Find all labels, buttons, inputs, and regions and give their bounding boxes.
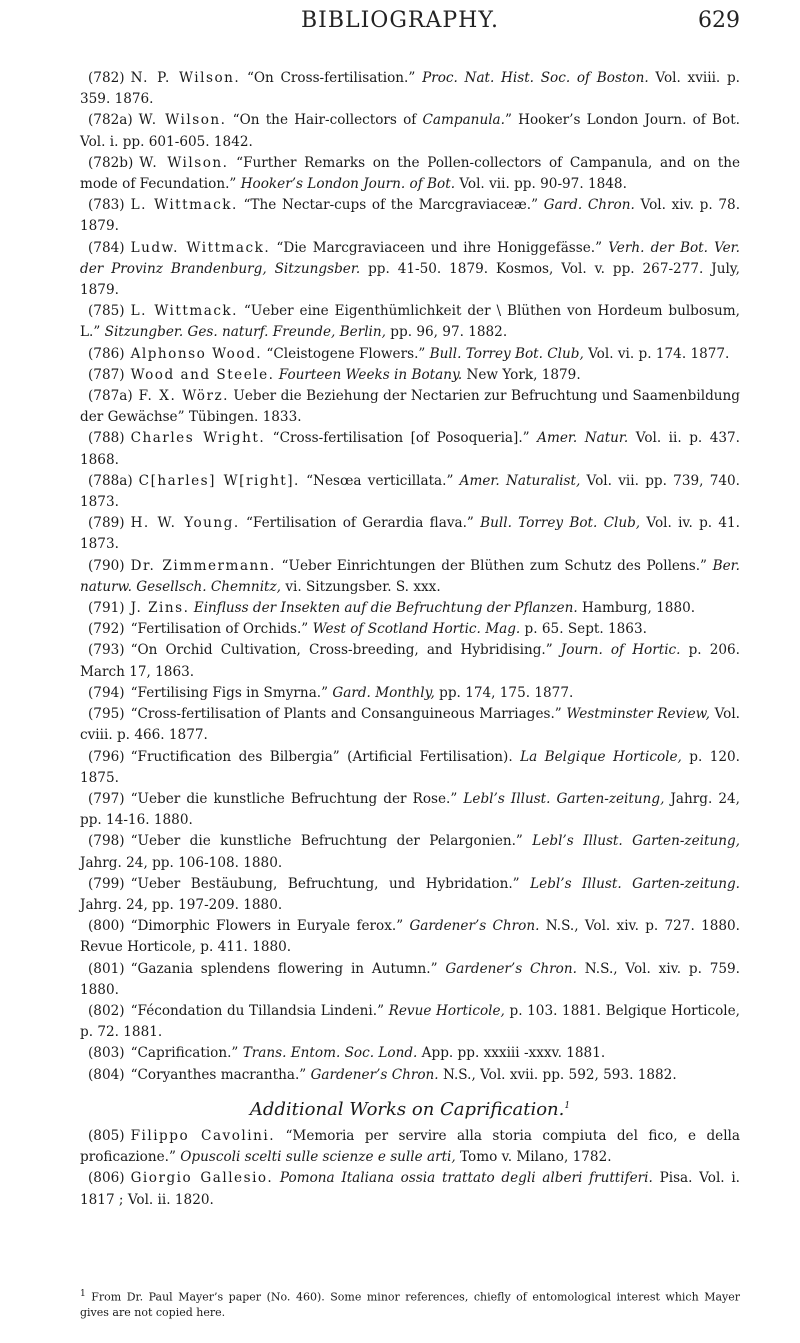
entry-title: “Fertilising Figs in Smyrna.”	[130, 684, 333, 701]
bibliography-entries	[80, 68, 740, 1211]
entry-number: (787)	[88, 366, 125, 383]
entry-source: Trans. Entom. Soc. Lond.	[242, 1045, 418, 1062]
entry-number: (801)	[88, 960, 125, 977]
bibliography-entry	[80, 683, 740, 704]
entry-title: “On Orchid Cultivation, Cross-breeding, and Hybridising.”	[130, 642, 561, 659]
entry-source: Lebl’s Illust. Garten-zeitung,	[463, 790, 665, 807]
additional-entry-list	[80, 1126, 740, 1211]
entry-title: “Memoria per servire alla storia compiuta del fico, e della proficazione.”	[80, 1127, 741, 1166]
entry-source: Fourteen Weeks in Botany.	[278, 366, 463, 383]
bibliography-entry	[80, 704, 740, 746]
entry-details: Vol. vi. p. 174. 1877.	[583, 345, 730, 362]
entry-number: (794)	[88, 684, 125, 701]
bibliography-entry	[80, 619, 740, 640]
entry-details: App. pp. xxxiii -xxxv. 1881.	[417, 1045, 606, 1062]
entry-source: Opuscoli scelti sulle scienze e sulle arti,	[180, 1149, 456, 1166]
entry-author: L. Wittmack.	[130, 303, 238, 320]
entry-title: “Ueber eine Eigenthümlichkeit der \ Blüthen von Hordeum bulbosum, L.”	[80, 303, 740, 341]
entry-author: Ludw. Wittmack.	[130, 239, 271, 256]
bibliography-entry	[80, 874, 740, 916]
entry-details: pp. 174, 175. 1877.	[434, 684, 574, 701]
entry-details: Vol. vii. pp. 739, 740. 1873.	[80, 472, 740, 511]
entry-details: Vol. xviii. p. 359. 1876.	[80, 70, 740, 108]
entry-number: (806)	[88, 1170, 125, 1187]
entry-source: Sitzungber. Ges. naturf. Freunde, Berlin,	[104, 324, 386, 341]
entry-details: vi. Sitzungsber. S. xxx.	[281, 578, 441, 595]
entry-title: “Fertilisation of Gerardia flava.”	[239, 515, 481, 532]
bibliography-entry	[80, 68, 740, 110]
entry-details: N.S., Vol. xvii. pp. 592, 593. 1882.	[438, 1066, 677, 1083]
entry-number: (791)	[88, 600, 125, 617]
entry-title: “On the Hair-collectors of	[226, 112, 423, 129]
entry-source: Verh. der Bot. Ver. der Provinz Brandenburg, Sitzungsber.	[80, 239, 741, 277]
entry-number: (795)	[88, 706, 125, 723]
entry-number: (782)	[88, 70, 125, 86]
footnote-marker: 1	[564, 1100, 571, 1111]
entry-number: (782a)	[88, 112, 133, 129]
entry-number: (792)	[88, 621, 125, 638]
entry-details: p. 65. Sept. 1863.	[520, 621, 647, 638]
entry-source: Gard. Monthly,	[332, 684, 435, 701]
entry-title: “Dimorphic Flowers in Euryale ferox.”	[130, 918, 410, 935]
entry-details: Vol. cviii. p. 466. 1877.	[80, 706, 741, 744]
entry-source: Revue Horticole,	[388, 1002, 505, 1019]
entry-title: “The Nectar-cups of the Marcgraviaceæ.”	[237, 197, 544, 214]
footnote-number: 1	[80, 1289, 86, 1299]
entry-number: (793)	[88, 642, 125, 659]
entry-author: H. W. Young.	[130, 515, 240, 532]
entry-source: Westminster Review,	[566, 706, 710, 723]
entry-source: Einfluss der Insekten auf die Befruchtung der Pflanzen.	[193, 600, 578, 617]
entry-number: (785)	[88, 303, 125, 320]
entry-author: Giorgio Gallesio.	[130, 1170, 274, 1187]
entry-title: “Cleistogene Flowers.”	[262, 345, 430, 362]
entry-title: “On Cross-fertilisation.”	[240, 70, 423, 86]
bibliography-entry	[80, 513, 740, 555]
entry-number: (786)	[88, 345, 125, 362]
bibliography-entry	[80, 471, 740, 513]
entry-number: (805)	[88, 1127, 125, 1144]
entry-number: (789)	[88, 515, 125, 532]
entry-source: Pomona Italiana ossia trattato degli alberi fruttiferi.	[279, 1170, 653, 1187]
entry-number: (800)	[88, 918, 125, 935]
entry-details: Pisa. Vol. i. 1817 ; Vol. ii. 1820.	[80, 1170, 740, 1208]
entry-details: pp. 96, 97. 1882.	[385, 324, 508, 341]
entry-title: “Nesœa verticillata.”	[299, 472, 460, 489]
page-title: BIBLIOGRAPHY.	[300, 8, 500, 33]
entry-number: (796)	[88, 748, 125, 765]
entry-details: Vol. vii. pp. 90-97. 1848.	[455, 176, 627, 193]
entry-details: ” Hooker’s London Journ. of Bot. Vol. i. pp. 601-605. 1842.	[80, 112, 740, 150]
entry-source: Amer. Natur.	[537, 430, 629, 447]
entry-title: Ueber die Beziehung der Nectarien zur Befruchtung und Saamenbildung der Gewächse” Tübingen. 1833.	[80, 388, 740, 426]
entry-details: Jahrg. 24, pp. 106-108. 1880.	[80, 854, 283, 871]
entry-title: “Ueber Einrichtungen der Blüthen zum Schutz des Pollens.”	[275, 557, 713, 574]
entry-source: Proc. Nat. Hist. Soc. of Boston.	[422, 70, 649, 86]
bibliography-entry	[80, 831, 740, 873]
footnote	[80, 1287, 740, 1320]
entry-details: pp. 41-50. 1879. Kosmos, Vol. v. pp. 267-277. July, 1879.	[80, 260, 740, 299]
entry-number: (797)	[88, 790, 125, 807]
entry-author: W. Wilson.	[138, 112, 227, 129]
running-head	[60, 8, 740, 38]
entry-source: Bull. Torrey Bot. Club,	[429, 345, 584, 362]
entry-source: Campanula.	[422, 112, 505, 129]
entry-details: Jahrg. 24, pp. 197-209. 1880.	[80, 896, 283, 913]
bibliography-entry	[80, 1043, 740, 1064]
entry-details: Hamburg, 1880.	[577, 600, 696, 617]
entry-author: L. Wittmack.	[130, 197, 238, 214]
entry-author: Dr. Zimmermann.	[130, 557, 276, 574]
entry-title: “Ueber die kunstliche Befruchtung der Pelargonien.”	[130, 833, 533, 850]
section-heading	[80, 1096, 740, 1120]
entry-source: Journ. of Hortic.	[560, 642, 681, 659]
entry-author: Alphonso Wood.	[130, 345, 263, 362]
entry-number: (783)	[88, 197, 125, 214]
entry-number: (802)	[88, 1002, 125, 1019]
entry-title: “Ueber Bestäubung, Befruchtung, und Hybridation.”	[130, 875, 531, 892]
bibliography-entry	[80, 153, 740, 195]
entry-title: “Caprification.”	[130, 1045, 243, 1062]
entry-source: West of Scotland Hortic. Mag.	[312, 621, 521, 638]
entry-source: Hooker’s London Journ. of Bot.	[240, 176, 456, 193]
entry-title: “Ueber die kunstliche Befruchtung der Rose.”	[130, 790, 464, 807]
entry-title: “Cross-fertilisation of Plants and Consanguineous Marriages.”	[130, 706, 567, 723]
entry-title: “Gazania splendens flowering in Autumn.”	[130, 960, 446, 977]
entry-details: N.S., Vol. xiv. p. 759. 1880.	[80, 960, 740, 998]
entry-source: Amer. Naturalist,	[459, 472, 581, 489]
entry-number: (784)	[88, 239, 125, 256]
bibliography-entry	[80, 365, 740, 386]
bibliography-entry	[80, 1001, 740, 1043]
entry-details: Vol. xiv. p. 78. 1879.	[80, 197, 741, 235]
entry-list	[80, 68, 740, 1086]
bibliography-entry	[80, 344, 740, 365]
entry-details: p. 103. 1881. Belgique Horticole, p. 72. 1881.	[80, 1002, 740, 1041]
entry-source: Ber. naturw. Gesellsch. Chemnitz,	[80, 557, 740, 595]
entry-source: Bull. Torrey Bot. Club,	[480, 515, 641, 532]
bibliography-entry	[80, 1168, 740, 1210]
bibliography-entry	[80, 1126, 740, 1168]
entry-title: “Die Marcgraviaceen und ihre Honiggefässe.”	[270, 239, 609, 256]
entry-details: p. 206. March 17, 1863.	[80, 642, 740, 680]
bibliography-entry	[80, 959, 740, 1001]
entry-title: “Further Remarks on the Pollen-collectors of Campanula, and on the mode of Fecundation.”	[80, 154, 740, 193]
bibliography-entry	[80, 238, 740, 302]
entry-number: (804)	[88, 1066, 125, 1083]
entry-title: “Coryanthes macrantha.”	[130, 1066, 311, 1083]
entry-details: N.S., Vol. xiv. p. 727. 1880. Revue Horticole, p. 411. 1880.	[80, 918, 740, 956]
section-title: Additional Works on Caprification.	[249, 1098, 565, 1120]
entry-number: (790)	[88, 557, 125, 574]
bibliography-entry	[80, 747, 740, 789]
bibliography-entry	[80, 598, 740, 619]
bibliography-entry	[80, 301, 740, 343]
bibliography-entry	[80, 789, 740, 831]
entry-source: La Belgique Horticole,	[520, 748, 682, 765]
entry-number: (782b)	[88, 154, 134, 171]
entry-source: Gard. Chron.	[543, 197, 635, 214]
entry-title: “Fructification des Bilbergia” (Artificial Fertilisation).	[130, 748, 521, 765]
entry-title: “Cross-fertilisation [of Posoqueria].”	[265, 430, 538, 447]
entry-title: “Fertilisation of Orchids.”	[130, 621, 313, 638]
entry-author: J. Zins.	[130, 600, 190, 617]
bibliography-entry	[80, 428, 740, 470]
bibliography-entry	[80, 556, 740, 598]
entry-number: (799)	[88, 875, 125, 892]
entry-author: F. X. Wörz.	[138, 388, 229, 405]
page-number: 629	[698, 8, 740, 33]
entry-source: Gardener’s Chron.	[445, 960, 577, 977]
entry-author: C[harles] W[right].	[138, 472, 300, 489]
entry-number: (798)	[88, 833, 125, 850]
entry-number: (788)	[88, 430, 125, 447]
entry-number: (788a)	[88, 472, 133, 489]
entry-number: (803)	[88, 1045, 125, 1062]
bibliography-entry	[80, 640, 740, 682]
entry-source: Gardener’s Chron.	[310, 1066, 439, 1083]
entry-source: Lebl’s Illust. Garten-zeitung,	[532, 833, 740, 850]
entry-details: Jahrg. 24, pp. 14-16. 1880.	[80, 790, 740, 829]
entry-author: N. P. Wilson.	[130, 70, 241, 86]
entry-details: p. 120. 1875.	[80, 748, 740, 786]
bibliography-entry	[80, 195, 740, 237]
entry-author: Filippo Cavolini.	[130, 1127, 276, 1144]
bibliography-entry	[80, 110, 740, 152]
entry-details: New York, 1879.	[462, 366, 581, 383]
entry-author: Charles Wright.	[130, 430, 266, 447]
entry-details: Vol. ii. p. 437. 1868.	[80, 430, 740, 468]
entry-details: Vol. iv. p. 41. 1873.	[80, 515, 740, 553]
footnote-text: From Dr. Paul Mayer’s paper (No. 460). Some minor references, chiefly of entomological interest which Mayer gives are not copied here.	[80, 1290, 740, 1319]
entry-author: W. Wilson.	[139, 154, 229, 171]
entry-title: “Fécondation du Tillandsia Lindeni.”	[130, 1002, 389, 1019]
bibliography-entry	[80, 1065, 740, 1086]
entry-title	[273, 1170, 280, 1186]
bibliography-entry	[80, 916, 740, 958]
entry-author: Wood and Steele.	[130, 366, 275, 383]
bibliography-entry	[80, 386, 740, 428]
entry-details: Tomo v. Milano, 1782.	[455, 1149, 612, 1166]
entry-number: (787a)	[88, 388, 133, 405]
entry-source: Gardener’s Chron.	[409, 918, 540, 935]
entry-source: Lebl’s Illust. Garten-zeitung.	[530, 875, 741, 892]
